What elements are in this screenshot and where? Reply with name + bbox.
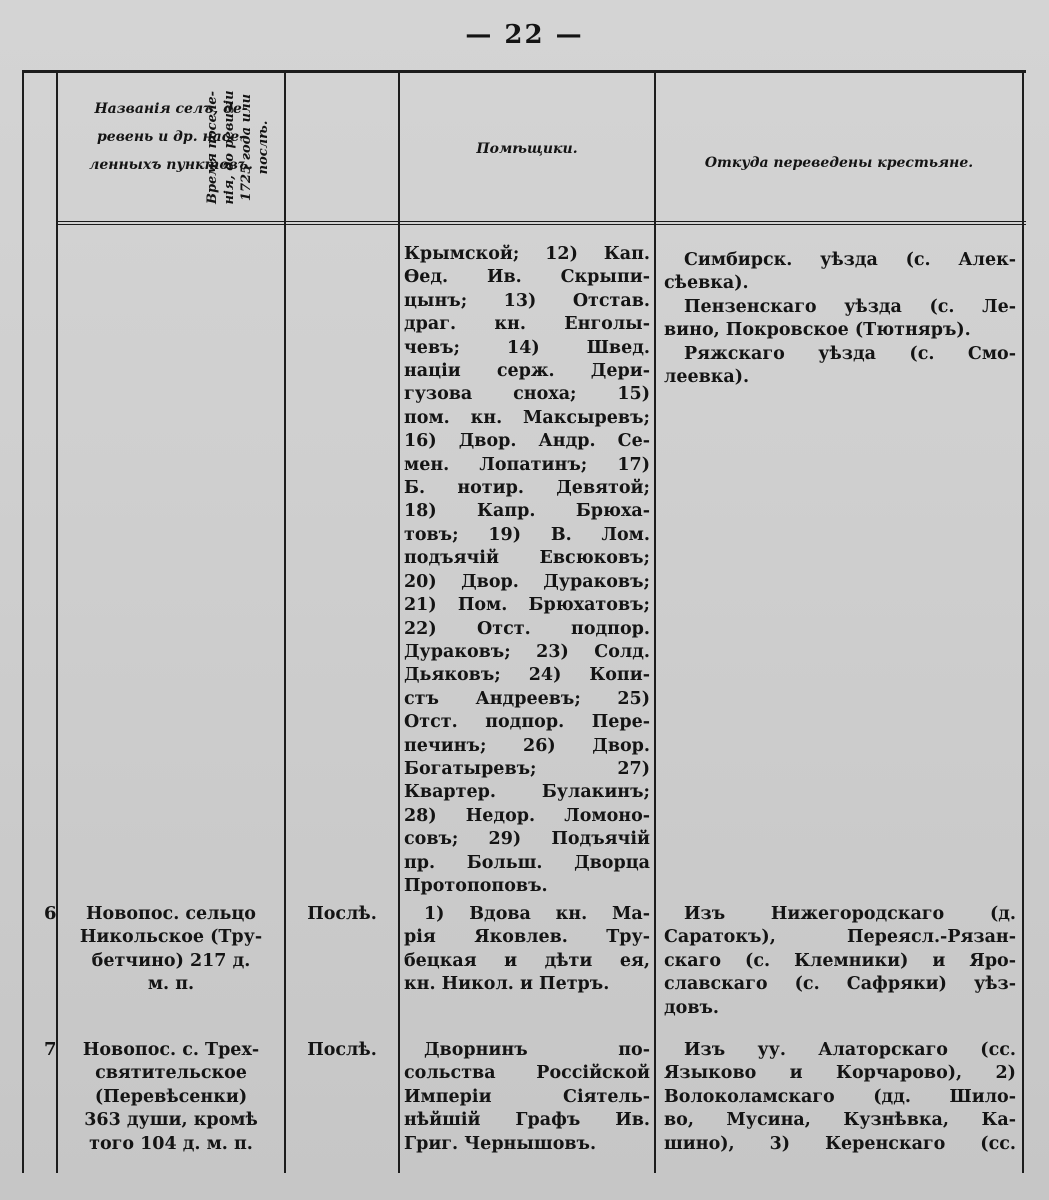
text-line: цынъ; 13) Отстав. bbox=[404, 290, 650, 311]
text-line: Волоколамскаго (дд. Шило- bbox=[664, 1086, 1016, 1107]
text-line: Отст. подпор. Пере- bbox=[404, 712, 650, 733]
text-line: мен. Лопатинъ; 17) bbox=[404, 454, 650, 475]
header-time-line: нія, до ревизіи bbox=[222, 90, 237, 205]
text-line: Дураковъ; 23) Солд. bbox=[404, 641, 650, 662]
text-line: Новопос. сельцо bbox=[86, 904, 256, 924]
text-line: нѣйшій Графъ Ив. bbox=[404, 1110, 650, 1131]
text-line: Изъ Нижегородскаго (д. bbox=[684, 904, 1016, 924]
text-line: Дворнинъ по- bbox=[424, 1040, 650, 1060]
header-time-line: 1725 года или bbox=[239, 93, 254, 202]
text-line: Имперіи Сіятель- bbox=[404, 1086, 650, 1107]
header-separator bbox=[56, 221, 1026, 225]
row-6-name bbox=[62, 903, 280, 997]
row-number: 6 bbox=[44, 903, 57, 924]
text-line: Протопоповъ. bbox=[404, 875, 548, 896]
text-line: м. п. bbox=[147, 974, 195, 995]
header-names-line: Названія селъ, де- bbox=[94, 101, 248, 117]
text-line: Ряжскаго уѣзда (с. Смо- bbox=[684, 343, 1016, 364]
text-line: 16) Двор. Андр. Се- bbox=[404, 431, 650, 452]
header-time bbox=[204, 85, 271, 210]
text-line: бецкая и дѣти ея, bbox=[404, 950, 650, 971]
text-line: 28) Недор. Ломоно- bbox=[404, 805, 650, 826]
text-line: довъ. bbox=[664, 997, 720, 1018]
text-line: гузова сноха; 15) bbox=[404, 384, 650, 405]
text-line: 22) Отст. подпор. bbox=[404, 618, 650, 639]
header-names-line: ленныхъ пунктовъ. bbox=[89, 157, 253, 173]
text-line: бетчино) 217 д. bbox=[91, 950, 251, 971]
continued-origin bbox=[664, 249, 1016, 389]
text-line: Григ. Чернышовъ. bbox=[404, 1133, 597, 1154]
page-number: — 22 — bbox=[465, 20, 584, 50]
header-time-line: Время поселе- bbox=[205, 90, 220, 205]
continued-owners bbox=[404, 243, 650, 898]
text-line: рія Яковлев. Тру- bbox=[404, 927, 650, 948]
text-line: кн. Никол. и Петръ. bbox=[404, 974, 610, 995]
text-line: вино, Покровское (Тютняръ). bbox=[664, 320, 971, 341]
text-line: 20) Двор. Дураковъ; bbox=[404, 571, 650, 592]
row-6-time: Послѣ. bbox=[307, 904, 377, 924]
header-origin: Откуда переведены крестьяне. bbox=[704, 155, 974, 171]
text-line: Симбирск. уѣзда (с. Алек- bbox=[684, 250, 1016, 270]
data-table bbox=[22, 70, 1026, 1173]
text-line: Изъ уу. Алаторскаго (сс. bbox=[684, 1040, 1016, 1060]
text-line: Крымской; 12) Кап. bbox=[404, 244, 650, 264]
row-6-origin bbox=[664, 903, 1016, 1020]
row-number: 7 bbox=[44, 1039, 57, 1060]
text-line: 363 души, кромѣ bbox=[84, 1110, 258, 1131]
row-7-origin bbox=[664, 1039, 1016, 1156]
text-line: драг. кн. Енголы- bbox=[404, 314, 650, 335]
text-line: совъ; 29) Подъячій bbox=[404, 829, 650, 850]
text-line: товъ; 19) В. Лом. bbox=[404, 524, 650, 545]
row-7-time: Послѣ. bbox=[307, 1040, 377, 1060]
text-line: печинъ; 26) Двор. bbox=[404, 735, 650, 756]
text-line: 21) Пом. Брюхатовъ; bbox=[404, 595, 650, 616]
text-line: славскаго (с. Сафряки) уѣз- bbox=[664, 974, 1016, 995]
text-line: скаго (с. Клемники) и Яро- bbox=[664, 950, 1016, 971]
column-divider-names bbox=[284, 73, 286, 1173]
column-divider-time bbox=[398, 73, 400, 1173]
text-line: подъячій Евсюковъ; bbox=[404, 548, 650, 569]
text-line: сѣевка). bbox=[664, 273, 749, 294]
row-7-name bbox=[62, 1039, 280, 1156]
text-line: пр. Больш. Дворца bbox=[404, 852, 650, 873]
row-6-owner bbox=[404, 903, 650, 997]
text-line: націи серж. Дери- bbox=[404, 361, 650, 382]
text-line: Квартер. Булакинъ; bbox=[404, 782, 650, 803]
text-line: Новопос. с. Трех- bbox=[82, 1040, 260, 1060]
header-time-line: послѣ. bbox=[256, 120, 271, 175]
text-line: сольства Россійской bbox=[404, 1063, 650, 1084]
column-divider-number bbox=[56, 73, 58, 1173]
text-line: Пензенскаго уѣзда (с. Ле- bbox=[684, 296, 1016, 317]
text-line: Богатыревъ; 27) bbox=[404, 758, 650, 779]
text-line: Языково и Корчарово), 2) bbox=[664, 1063, 1016, 1084]
text-line: чевъ; 14) Швед. bbox=[404, 337, 650, 358]
text-line: того 104 д. м. п. bbox=[89, 1133, 253, 1154]
text-line: пом. кн. Максыревъ; bbox=[404, 407, 650, 428]
text-line: Саратокъ), Переясл.-Рязан- bbox=[664, 927, 1016, 948]
table-border-right bbox=[1022, 73, 1024, 1173]
text-line: 1) Вдова кн. Ма- bbox=[424, 904, 650, 924]
header-names-line: ревень и др. насе- bbox=[97, 129, 245, 145]
header-owners: Помѣщики. bbox=[476, 141, 578, 157]
text-line: во, Мусина, Кузнѣвка, Ка- bbox=[664, 1110, 1016, 1131]
text-line: Дьяковъ; 24) Копи- bbox=[404, 665, 650, 686]
text-line: леевка). bbox=[664, 367, 750, 388]
text-line: 18) Капр. Брюха- bbox=[404, 501, 650, 522]
text-line: Б. нотир. Девятой; bbox=[404, 478, 650, 499]
text-line: Никольское (Тру- bbox=[79, 927, 263, 948]
text-line: шино), 3) Керенскаго (сс. bbox=[664, 1133, 1016, 1154]
text-line: (Перевѣсенки) bbox=[94, 1086, 248, 1107]
text-line: святительское bbox=[95, 1063, 247, 1084]
table-border-left bbox=[22, 73, 24, 1173]
text-line: стъ Андреевъ; 25) bbox=[404, 688, 650, 709]
column-divider-owners bbox=[654, 73, 656, 1173]
row-7-owner bbox=[404, 1039, 650, 1156]
text-line: Ѳед. Ив. Скрыпи- bbox=[404, 267, 650, 288]
